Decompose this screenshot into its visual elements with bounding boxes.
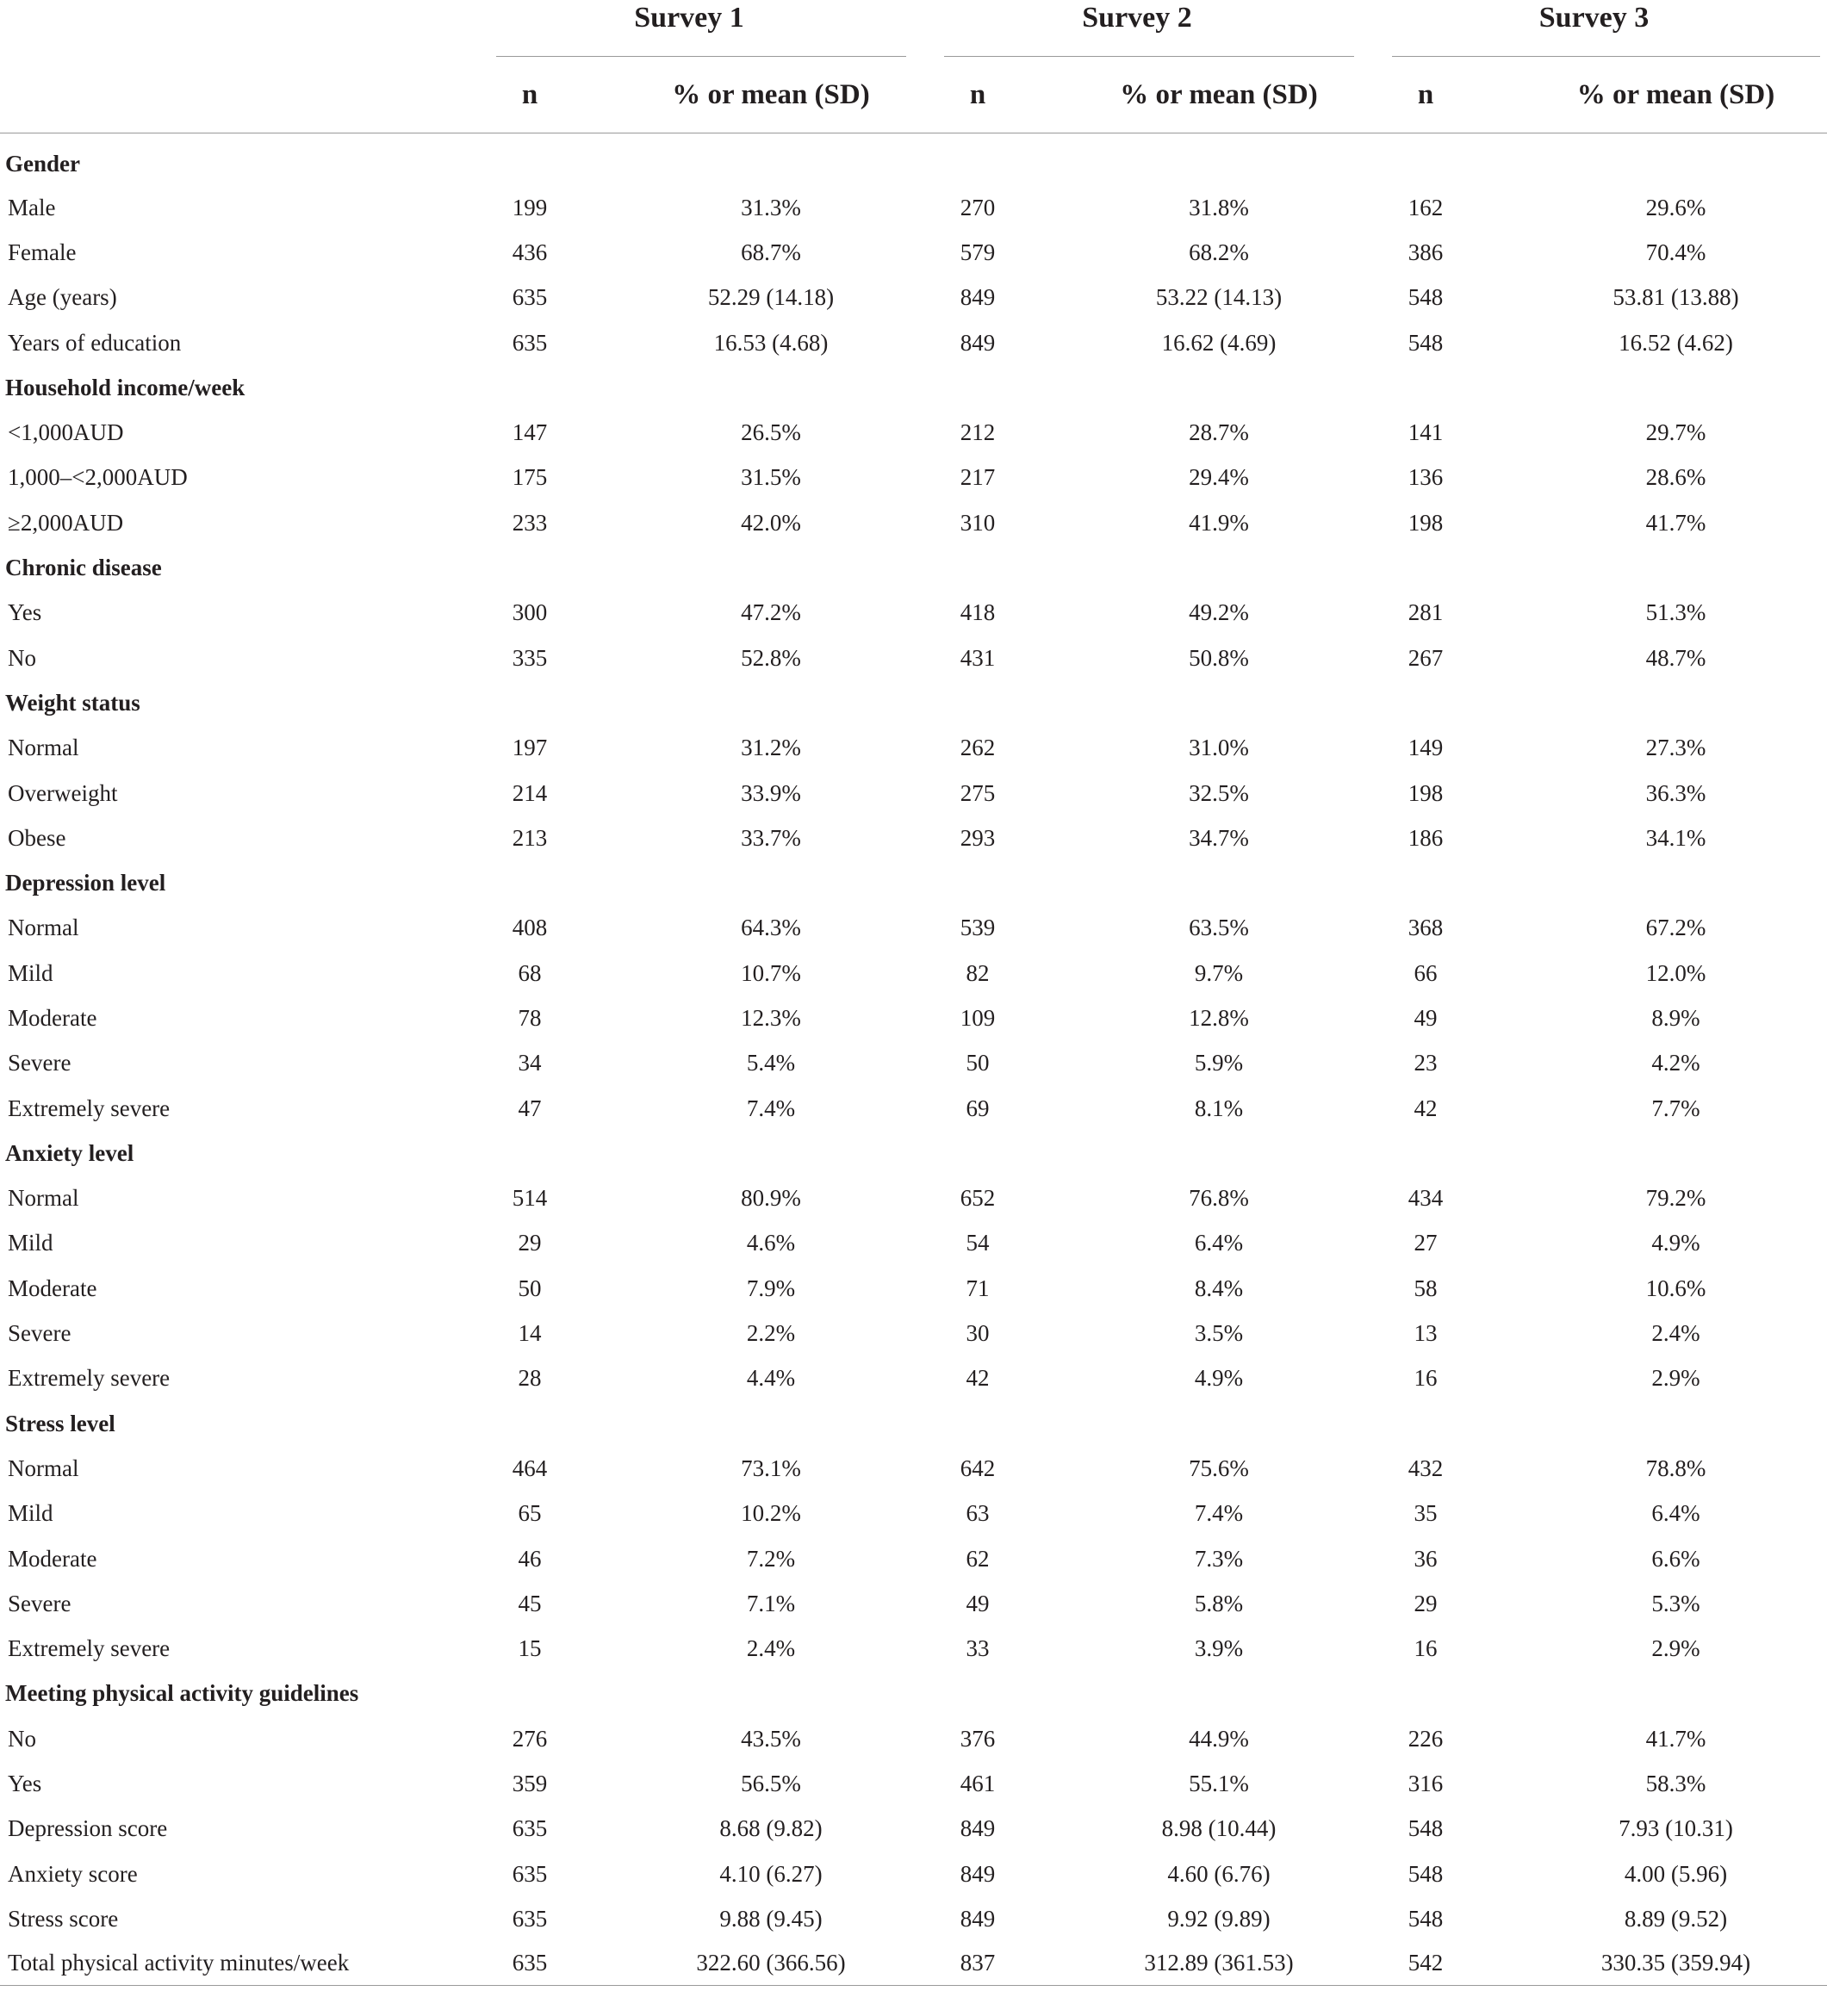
- table-row: [0, 951, 1827, 996]
- row-label: Normal: [8, 915, 79, 941]
- row-label: Obese: [8, 824, 66, 851]
- survey-3-stat-cell: 2.9%: [1651, 1635, 1700, 1662]
- survey-3-stat-cell: 48.7%: [1645, 644, 1706, 671]
- table-row: [0, 771, 1827, 816]
- survey-3-stat-cell: 7.93 (10.31): [1619, 1815, 1733, 1842]
- survey-2-stat-cell: 12.8%: [1189, 1004, 1249, 1031]
- survey-1-n-cell: 514: [512, 1185, 548, 1212]
- survey-2-stat-cell: 49.2%: [1189, 599, 1249, 626]
- row-label: Severe: [8, 1590, 71, 1616]
- survey-3-n-cell: 316: [1408, 1771, 1444, 1797]
- survey-3-stat-cell: 27.3%: [1645, 735, 1706, 761]
- table-row: [0, 1446, 1827, 1491]
- table-row: [0, 410, 1827, 455]
- survey-1-stat-cell: 56.5%: [741, 1771, 801, 1797]
- group-label: Gender: [5, 150, 80, 177]
- survey-1-stat-cell: 31.2%: [741, 735, 801, 761]
- survey-2-n-cell: 50: [966, 1050, 990, 1076]
- survey-1-stat-cell: 10.2%: [741, 1500, 801, 1527]
- survey-3-stat-cell: 5.3%: [1651, 1590, 1700, 1616]
- table-row: [0, 1761, 1827, 1806]
- table-body: [0, 133, 1827, 1986]
- survey-1-n-cell: 276: [512, 1725, 548, 1752]
- survey-3-n-cell: 386: [1408, 239, 1444, 265]
- survey-3-stat-cell: 2.9%: [1651, 1365, 1700, 1392]
- survey-2-n-header: n: [913, 57, 999, 133]
- table-row: [0, 726, 1827, 771]
- survey-1-stat-cell: 2.2%: [746, 1320, 796, 1347]
- survey-2-n-cell: 461: [960, 1771, 996, 1797]
- survey-2-n-cell: 376: [960, 1725, 996, 1752]
- table-row: [0, 816, 1827, 860]
- survey-1-n-cell: 464: [512, 1455, 548, 1481]
- survey-1-n-cell: 197: [512, 735, 548, 761]
- survey-2-n-cell: 642: [960, 1455, 996, 1481]
- survey-1-n-cell: 436: [512, 239, 548, 265]
- survey-1-stat-cell: 7.4%: [746, 1095, 796, 1121]
- table-row: [0, 1492, 1827, 1536]
- survey-2-stat-cell: 75.6%: [1189, 1455, 1249, 1481]
- survey-2-stat-header: % or mean (SD): [999, 57, 1361, 133]
- survey-2-n-cell: 418: [960, 599, 996, 626]
- survey-2-n-cell: 30: [966, 1320, 990, 1347]
- survey-2-stat-cell: 50.8%: [1189, 644, 1249, 671]
- survey-3-stat-cell: 4.00 (5.96): [1624, 1860, 1728, 1887]
- row-label: Mild: [8, 1500, 53, 1527]
- row-label: Moderate: [8, 1004, 97, 1031]
- group-label: Chronic disease: [5, 555, 162, 581]
- survey-3-n-header: n: [1361, 57, 1447, 133]
- survey-2-stat-cell: 8.1%: [1194, 1095, 1244, 1121]
- group-label: Anxiety level: [5, 1139, 134, 1166]
- survey-2-stat-cell: 7.3%: [1194, 1545, 1244, 1572]
- table-group-row: [0, 1401, 1827, 1446]
- survey-2-n-cell: 849: [960, 1815, 996, 1842]
- survey-2-stat-cell: 3.9%: [1194, 1635, 1244, 1662]
- table-row: [0, 1852, 1827, 1896]
- survey-2-n-cell: 109: [960, 1004, 996, 1031]
- survey-1-stat-cell: 73.1%: [741, 1455, 801, 1481]
- row-label: Depression score: [8, 1815, 168, 1842]
- row-label: Anxiety score: [8, 1860, 138, 1887]
- survey-2-n-cell: 849: [960, 1905, 996, 1932]
- survey-2-stat-cell: 4.9%: [1194, 1365, 1244, 1392]
- survey-3-n-cell: 27: [1414, 1230, 1438, 1256]
- table-row: [0, 1311, 1827, 1355]
- survey-3-n-cell: 281: [1408, 599, 1444, 626]
- survey-1-n-cell: 635: [512, 1815, 548, 1842]
- survey-2-stat-cell: 8.4%: [1194, 1275, 1244, 1301]
- survey-3-n-cell: 548: [1408, 1860, 1444, 1887]
- table-row: [0, 1716, 1827, 1761]
- survey-1-stat-cell: 42.0%: [741, 509, 801, 536]
- table-row: [0, 1536, 1827, 1581]
- survey-3-n-cell: 35: [1414, 1500, 1438, 1527]
- survey-1-stat-cell: 322.60 (366.56): [551, 1942, 913, 1986]
- survey-1-stat-cell: 52.8%: [741, 644, 801, 671]
- row-label: Years of education: [8, 329, 182, 356]
- empty-subheader-cell: [0, 57, 465, 133]
- survey-2-n-cell: 652: [960, 1185, 996, 1212]
- survey-1-stat-cell: 68.7%: [741, 239, 801, 265]
- survey-1-stat-cell: 26.5%: [741, 419, 801, 446]
- survey-3-stat-cell: 6.4%: [1651, 1500, 1700, 1527]
- survey-2-stat-cell: 31.8%: [1189, 194, 1249, 220]
- survey-3-stat-cell: 70.4%: [1645, 239, 1706, 265]
- survey-1-n-cell: 635: [465, 1942, 551, 1986]
- column-header-row: [0, 57, 1827, 133]
- survey-3-stat-cell: 28.6%: [1645, 464, 1706, 491]
- survey-3-n-cell: 58: [1414, 1275, 1438, 1301]
- survey-3-n-cell: 42: [1414, 1095, 1438, 1121]
- table-row: [0, 906, 1827, 951]
- survey-2-stat-cell: 28.7%: [1189, 419, 1249, 446]
- survey-3-n-cell: 542: [1361, 1942, 1447, 1986]
- survey-3-stat-cell: 29.7%: [1645, 419, 1706, 446]
- survey-2-n-cell: 837: [913, 1942, 999, 1986]
- group-label: Stress level: [5, 1410, 115, 1436]
- survey-2-stat-cell: 312.89 (361.53): [999, 1942, 1361, 1986]
- survey-3-n-cell: 186: [1408, 824, 1444, 851]
- survey-1-stat-cell: 43.5%: [741, 1725, 801, 1752]
- survey-1-n-cell: 635: [512, 1860, 548, 1887]
- table-row: [0, 1086, 1827, 1131]
- survey-2-stat-cell: 6.4%: [1194, 1230, 1244, 1256]
- table-row: [0, 1041, 1827, 1086]
- survey-3-n-cell: 49: [1414, 1004, 1438, 1031]
- survey-1-n-cell: 147: [512, 419, 548, 446]
- survey-2-n-cell: 33: [966, 1635, 990, 1662]
- survey-1-n-cell: 65: [518, 1500, 542, 1527]
- survey-2-title: Survey 2: [1082, 2, 1192, 34]
- survey-3-stat-cell: 51.3%: [1645, 599, 1706, 626]
- survey-1-stat-cell: 2.4%: [746, 1635, 796, 1662]
- survey-2-n-cell: 310: [960, 509, 996, 536]
- survey-2-stat-cell: 68.2%: [1189, 239, 1249, 265]
- survey-3-n-cell: 198: [1408, 509, 1444, 536]
- group-label: Weight status: [5, 689, 140, 716]
- group-label: Household income/week: [5, 374, 245, 400]
- survey-header-row: [0, 0, 1827, 56]
- row-label: 1,000–<2,000AUD: [8, 464, 188, 491]
- survey-2-n-cell: 275: [960, 779, 996, 806]
- survey-3-stat-cell: 16.52 (4.62): [1619, 329, 1733, 356]
- survey-1-stat-cell: 4.6%: [746, 1230, 796, 1256]
- survey-1-n-header: n: [465, 57, 551, 133]
- survey-3-stat-cell: 12.0%: [1645, 959, 1706, 986]
- row-label: Male: [8, 194, 56, 220]
- survey-1-stat-cell: 4.10 (6.27): [719, 1860, 823, 1887]
- table-group-row: [0, 680, 1827, 725]
- survey-2-n-cell: 579: [960, 239, 996, 265]
- row-label: <1,000AUD: [8, 419, 124, 446]
- survey-2-stat-cell: 41.9%: [1189, 509, 1249, 536]
- survey-2-stat-cell: 7.4%: [1194, 1500, 1244, 1527]
- survey-1-n-cell: 408: [512, 915, 548, 941]
- survey-3-n-cell: 548: [1408, 1905, 1444, 1932]
- table-row: [0, 591, 1827, 636]
- survey-2-n-cell: 69: [966, 1095, 990, 1121]
- survey-2-stat-cell: 32.5%: [1189, 779, 1249, 806]
- table-row: [0, 1581, 1827, 1626]
- survey-1-n-cell: 213: [512, 824, 548, 851]
- row-label: Severe: [8, 1320, 71, 1347]
- survey-2-n-cell: 293: [960, 824, 996, 851]
- survey-2-n-cell: 217: [960, 464, 996, 491]
- survey-2-stat-cell: 8.98 (10.44): [1161, 1815, 1277, 1842]
- row-label: No: [8, 1725, 36, 1752]
- survey-3-n-cell: 267: [1408, 644, 1444, 671]
- survey-3-stat-cell: 41.7%: [1645, 1725, 1706, 1752]
- survey-1-header: [465, 0, 913, 56]
- survey-3-stat-cell: 36.3%: [1645, 779, 1706, 806]
- survey-1-n-cell: 300: [512, 599, 548, 626]
- row-label: Age (years): [8, 284, 117, 311]
- row-label: Normal: [8, 1455, 79, 1481]
- survey-1-stat-cell: 64.3%: [741, 915, 801, 941]
- survey-2-n-cell: 539: [960, 915, 996, 941]
- survey-2-n-cell: 849: [960, 284, 996, 311]
- survey-1-n-cell: 199: [512, 194, 548, 220]
- survey-3-n-cell: 198: [1408, 779, 1444, 806]
- table-row: [0, 456, 1827, 500]
- survey-3-stat-cell: 8.89 (9.52): [1624, 1905, 1728, 1932]
- survey-2-header: [913, 0, 1361, 56]
- survey-1-n-cell: 635: [512, 329, 548, 356]
- survey-1-stat-cell: 7.9%: [746, 1275, 796, 1301]
- survey-3-n-cell: 141: [1408, 419, 1444, 446]
- survey-2-n-cell: 82: [966, 959, 990, 986]
- table-row: [0, 996, 1827, 1040]
- row-label: Total physical activity minutes/week: [0, 1942, 465, 1986]
- survey-2-n-cell: 63: [966, 1500, 990, 1527]
- survey-3-n-cell: 149: [1408, 735, 1444, 761]
- survey-1-n-cell: 359: [512, 1771, 548, 1797]
- row-label: Mild: [8, 959, 53, 986]
- survey-1-stat-cell: 80.9%: [741, 1185, 801, 1212]
- survey-2-stat-cell: 16.62 (4.69): [1161, 329, 1277, 356]
- survey-3-stat-cell: 4.9%: [1651, 1230, 1700, 1256]
- survey-3-n-cell: 548: [1408, 1815, 1444, 1842]
- survey-3-n-cell: 13: [1414, 1320, 1438, 1347]
- table-row: [0, 1176, 1827, 1221]
- survey-2-stat-cell: 9.7%: [1194, 959, 1244, 986]
- group-label: Meeting physical activity guidelines: [5, 1680, 359, 1707]
- survey-1-n-cell: 50: [518, 1275, 542, 1301]
- survey-1-n-cell: 175: [512, 464, 548, 491]
- survey-2-n-cell: 849: [960, 329, 996, 356]
- survey-2-stat-cell: 34.7%: [1189, 824, 1249, 851]
- table-row: [0, 230, 1827, 275]
- table-group-row: [0, 1672, 1827, 1716]
- survey-1-stat-cell: 7.1%: [746, 1590, 796, 1616]
- survey-3-n-cell: 16: [1414, 1635, 1438, 1662]
- survey-3-n-cell: 66: [1414, 959, 1438, 986]
- table-row: [0, 1896, 1827, 1941]
- survey-1-stat-cell: 31.3%: [741, 194, 801, 220]
- survey-3-stat-cell: 2.4%: [1651, 1320, 1700, 1347]
- survey-1-stat-cell: 7.2%: [746, 1545, 796, 1572]
- survey-1-n-cell: 29: [518, 1230, 542, 1256]
- survey-1-n-cell: 335: [512, 644, 548, 671]
- survey-2-stat-cell: 76.8%: [1189, 1185, 1249, 1212]
- survey-3-header: [1361, 0, 1827, 56]
- survey-1-n-cell: 635: [512, 284, 548, 311]
- row-label: Normal: [8, 1185, 79, 1212]
- survey-3-stat-cell: 330.35 (359.94): [1447, 1942, 1827, 1986]
- survey-3-stat-cell: 58.3%: [1645, 1771, 1706, 1797]
- table-row: [0, 1942, 1827, 1986]
- row-label: Extremely severe: [8, 1635, 171, 1662]
- survey-3-n-cell: 434: [1408, 1185, 1444, 1212]
- survey-3-stat-cell: 34.1%: [1645, 824, 1706, 851]
- survey-2-stat-cell: 5.8%: [1194, 1590, 1244, 1616]
- survey-3-n-cell: 29: [1414, 1590, 1438, 1616]
- survey-3-stat-cell: 41.7%: [1645, 509, 1706, 536]
- survey-1-n-cell: 46: [518, 1545, 542, 1572]
- survey-1-n-cell: 47: [518, 1095, 542, 1121]
- survey-1-stat-cell: 33.7%: [741, 824, 801, 851]
- survey-3-n-cell: 23: [1414, 1050, 1438, 1076]
- survey-1-n-cell: 233: [512, 509, 548, 536]
- table-row: [0, 185, 1827, 230]
- table-row: [0, 1221, 1827, 1266]
- survey-2-stat-cell: 5.9%: [1194, 1050, 1244, 1076]
- survey-2-n-cell: 212: [960, 419, 996, 446]
- survey-3-title: Survey 3: [1538, 2, 1650, 34]
- survey-2-n-cell: 62: [966, 1545, 990, 1572]
- survey-1-stat-cell: 10.7%: [741, 959, 801, 986]
- survey-3-n-cell: 162: [1408, 194, 1444, 220]
- row-label: Normal: [8, 735, 79, 761]
- group-label: Depression level: [5, 870, 166, 896]
- table-group-row: [0, 860, 1827, 905]
- row-label: Extremely severe: [8, 1095, 171, 1121]
- survey-2-stat-cell: 29.4%: [1189, 464, 1249, 491]
- survey-3-n-cell: 432: [1408, 1455, 1444, 1481]
- table-group-row: [0, 1131, 1827, 1175]
- survey-2-stat-cell: 3.5%: [1194, 1320, 1244, 1347]
- survey-1-n-cell: 14: [518, 1320, 542, 1347]
- table-row: [0, 1266, 1827, 1311]
- survey-1-stat-cell: 52.29 (14.18): [707, 284, 835, 311]
- table-row: [0, 636, 1827, 680]
- survey-1-stat-cell: 16.53 (4.68): [713, 329, 829, 356]
- survey-2-n-cell: 270: [960, 194, 996, 220]
- row-label: No: [8, 644, 36, 671]
- row-label: Extremely severe: [8, 1365, 171, 1392]
- survey-1-stat-cell: 12.3%: [741, 1004, 801, 1031]
- survey-3-n-cell: 16: [1414, 1365, 1438, 1392]
- survey-3-stat-cell: 10.6%: [1645, 1275, 1706, 1301]
- survey-3-stat-cell: 67.2%: [1645, 915, 1706, 941]
- row-label: Stress score: [8, 1905, 119, 1932]
- row-label: Severe: [8, 1050, 71, 1076]
- survey-3-stat-cell: 78.8%: [1645, 1455, 1706, 1481]
- survey-1-n-cell: 635: [512, 1905, 548, 1932]
- row-label: Moderate: [8, 1545, 97, 1572]
- survey-2-n-cell: 71: [966, 1275, 990, 1301]
- survey-2-n-cell: 54: [966, 1230, 990, 1256]
- survey-3-stat-cell: 79.2%: [1645, 1185, 1706, 1212]
- row-label: ≥2,000AUD: [8, 509, 124, 536]
- survey-2-stat-cell: 63.5%: [1189, 915, 1249, 941]
- survey-2-n-cell: 42: [966, 1365, 990, 1392]
- table-row: [0, 276, 1827, 320]
- survey-3-n-cell: 548: [1408, 329, 1444, 356]
- survey-2-stat-cell: 4.60 (6.76): [1167, 1860, 1271, 1887]
- survey-2-stat-cell: 53.22 (14.13): [1155, 284, 1283, 311]
- survey-3-stat-cell: 7.7%: [1651, 1095, 1700, 1121]
- survey-1-stat-cell: 33.9%: [741, 779, 801, 806]
- survey-3-n-cell: 136: [1408, 464, 1444, 491]
- survey-1-stat-header: % or mean (SD): [551, 57, 913, 133]
- survey-3-n-cell: 368: [1408, 915, 1444, 941]
- table-row: [0, 1807, 1827, 1852]
- survey-2-stat-cell: 44.9%: [1189, 1725, 1249, 1752]
- survey-1-n-cell: 214: [512, 779, 548, 806]
- row-label: Moderate: [8, 1275, 97, 1301]
- survey-1-stat-cell: 8.68 (9.82): [719, 1815, 823, 1842]
- survey-3-n-cell: 226: [1408, 1725, 1444, 1752]
- survey-2-n-cell: 262: [960, 735, 996, 761]
- survey-3-stat-cell: 8.9%: [1651, 1004, 1700, 1031]
- survey-1-n-cell: 78: [518, 1004, 542, 1031]
- row-label: Yes: [8, 1771, 42, 1797]
- survey-2-n-cell: 849: [960, 1860, 996, 1887]
- table-row: [0, 500, 1827, 545]
- table-header: [0, 0, 1827, 133]
- survey-1-title: Survey 1: [634, 2, 744, 34]
- survey-1-stat-cell: 9.88 (9.45): [719, 1905, 823, 1932]
- survey-2-stat-cell: 31.0%: [1189, 735, 1249, 761]
- survey-2-stat-cell: 9.92 (9.89): [1167, 1905, 1271, 1932]
- row-label: Female: [8, 239, 77, 265]
- row-label: Overweight: [8, 779, 118, 806]
- survey-1-n-cell: 68: [518, 959, 542, 986]
- survey-1-n-cell: 45: [518, 1590, 542, 1616]
- table-group-row: [0, 133, 1827, 186]
- survey-1-stat-cell: 4.4%: [746, 1365, 796, 1392]
- table-group-row: [0, 365, 1827, 410]
- empty-header-cell: [0, 0, 465, 56]
- survey-2-n-cell: 431: [960, 644, 996, 671]
- survey-1-stat-cell: 31.5%: [741, 464, 801, 491]
- survey-1-n-cell: 34: [518, 1050, 542, 1076]
- survey-3-stat-cell: 53.81 (13.88): [1613, 284, 1739, 311]
- survey-3-stat-cell: 4.2%: [1651, 1050, 1700, 1076]
- survey-2-stat-cell: 55.1%: [1189, 1771, 1249, 1797]
- row-label: Mild: [8, 1230, 53, 1256]
- survey-3-n-cell: 36: [1414, 1545, 1438, 1572]
- table-group-row: [0, 545, 1827, 590]
- survey-1-stat-cell: 5.4%: [746, 1050, 796, 1076]
- survey-1-stat-cell: 47.2%: [741, 599, 801, 626]
- table-row: [0, 320, 1827, 365]
- survey-3-stat-cell: 29.6%: [1645, 194, 1706, 220]
- survey-3-stat-cell: 6.6%: [1651, 1545, 1700, 1572]
- survey-3-stat-header: % or mean (SD): [1447, 57, 1827, 133]
- survey-1-n-cell: 28: [518, 1365, 542, 1392]
- table-row: [0, 1356, 1827, 1401]
- survey-1-n-cell: 15: [518, 1635, 542, 1662]
- table-row: [0, 1627, 1827, 1672]
- row-label: Yes: [8, 599, 42, 626]
- survey-3-n-cell: 548: [1408, 284, 1444, 311]
- survey-2-n-cell: 49: [966, 1590, 990, 1616]
